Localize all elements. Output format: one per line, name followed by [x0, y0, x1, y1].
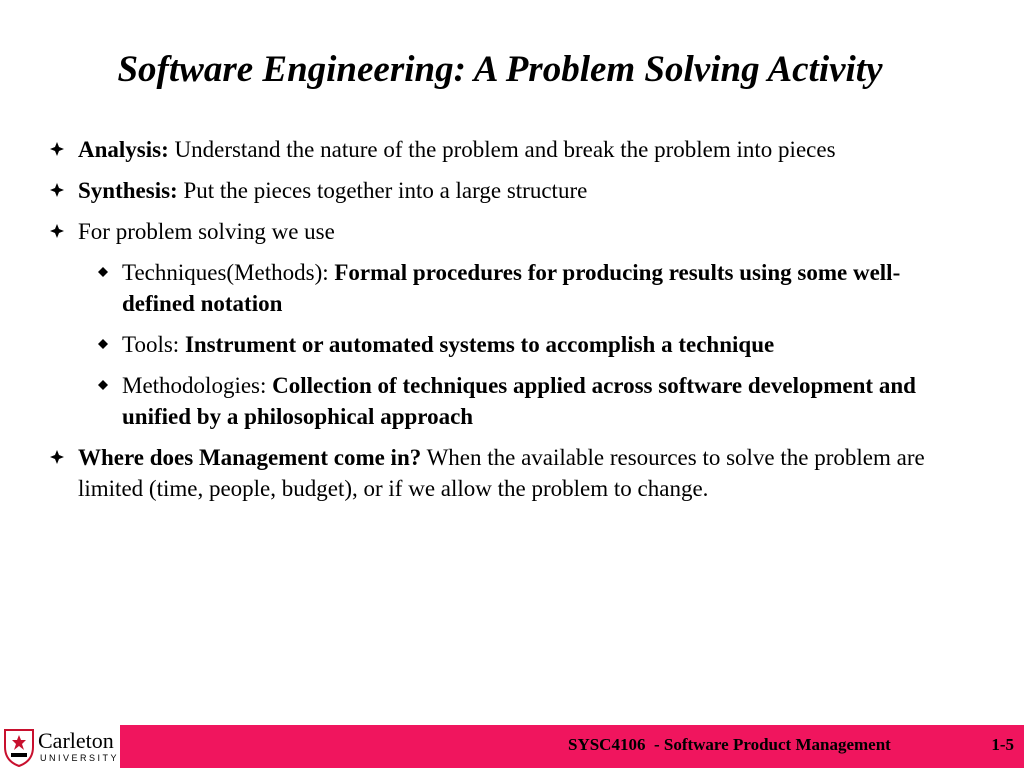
bullet-analysis	[48, 134, 953, 165]
bullet-label: Synthesis:	[78, 178, 178, 203]
diamond-bullet-icon	[50, 183, 64, 197]
slide-title: Software Engineering: A Problem Solving Activity	[117, 49, 883, 90]
sub-bullet-techniques	[48, 257, 953, 319]
bullet-text: Formal procedures for producing results using some well-defined notation	[122, 260, 901, 316]
bullet-text: Understand the nature of the problem and break the problem into pieces	[168, 137, 836, 162]
bullet-text: For problem solving we use	[78, 219, 335, 244]
bullet-label: Analysis:	[78, 137, 169, 162]
page-number: 1-5	[991, 735, 1014, 754]
course-title: SYSC4106 - Software Product Management	[568, 735, 891, 754]
crest-icon	[2, 727, 36, 767]
bullet-text: Collection of techniques applied across software development and unified by a philosophical approach	[122, 373, 916, 429]
bullet-text: Instrument or automated systems to accomplish a technique	[184, 332, 775, 357]
sub-bullet-methodologies	[48, 370, 953, 432]
bullet-label: Methodologies:	[122, 373, 273, 398]
bullet-label: Techniques(Methods):	[122, 260, 335, 285]
diamond-bullet-icon	[50, 450, 64, 464]
filled-diamond-bullet-icon	[98, 380, 108, 390]
bullet-synthesis	[48, 175, 953, 206]
bullet-text: Put the pieces together into a large structure	[177, 178, 588, 203]
logo-name: Carleton	[38, 728, 114, 753]
bullet-management	[48, 442, 953, 504]
slide-footer	[0, 725, 1024, 768]
filled-diamond-bullet-icon	[98, 339, 108, 349]
logo-subtitle: UNIVERSITY	[40, 753, 120, 763]
sub-bullet-tools	[48, 329, 953, 360]
diamond-bullet-icon	[50, 142, 64, 156]
filled-diamond-bullet-icon	[98, 267, 108, 277]
bullet-text: When the available resources to solve the problem are limited (time, people, budget), or if we allow the problem to change.	[78, 445, 925, 501]
bullet-label: Where does Management come in?	[78, 445, 422, 470]
diamond-bullet-icon	[50, 224, 64, 238]
bullet-label: Tools:	[122, 332, 185, 357]
carleton-logo	[0, 725, 120, 768]
footer-bar	[120, 725, 1024, 768]
bullet-problem-solving	[48, 216, 953, 247]
bullet-list	[48, 134, 953, 514]
